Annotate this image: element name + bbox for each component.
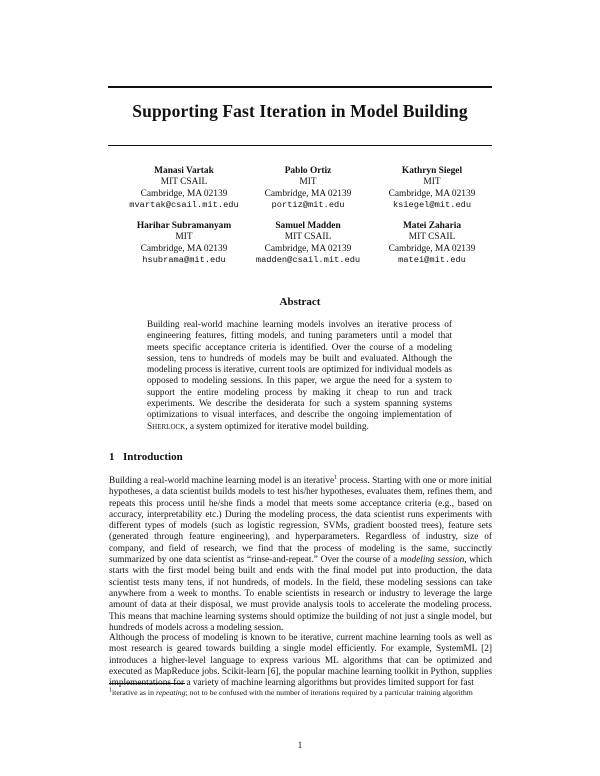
intro-paragraph-1: [109, 476, 492, 634]
paragraph-text: Building a real-world machine learning model is an iterative: [109, 476, 335, 486]
author-affiliation: MIT: [299, 177, 317, 188]
author-affiliation: MIT CSAIL: [284, 232, 332, 243]
footnote-emphasis: repeating: [155, 688, 186, 697]
author-row: [122, 166, 494, 211]
author-location: Cambridge, MA 02139: [388, 243, 476, 254]
section-heading: [109, 451, 183, 463]
footnote-text: iterative as in: [112, 688, 156, 697]
paper-title: Supporting Fast Iteration in Model Building: [132, 101, 468, 121]
author-location: Cambridge, MA 02139: [264, 188, 352, 199]
author-email[interactable]: mvartak@csail.mit.edu: [129, 199, 239, 210]
author-email[interactable]: hsubrama@mit.edu: [142, 255, 226, 266]
author-email[interactable]: ksiegel@mit.edu: [392, 199, 472, 210]
paragraph-text: , which starts with the first model being built and ends with the final model put into production, the data scientist tests many tens, if not hundreds, of models. In the field, these modeling sessions can take anywhere from a week to months. To enable scientists in research or industry to leverage the large amount of data at their disposal, we must provide analysis tools to accelerate the modeling process. This means that machine learning systems should optimize the building of not just a single model, but hundreds of models across a modeling session.: [109, 555, 492, 633]
author-affiliation: MIT CSAIL: [160, 177, 208, 188]
author-email[interactable]: portiz@mit.edu: [271, 199, 345, 210]
author-card: [246, 221, 370, 266]
author-card: [122, 166, 246, 211]
author-location: Cambridge, MA 02139: [140, 243, 228, 254]
footnote-marker[interactable]: 1: [334, 474, 338, 481]
author-block: [122, 166, 494, 276]
footnote: [109, 688, 492, 698]
author-name: Matei Zaharia: [402, 221, 462, 232]
author-affiliation: MIT CSAIL: [408, 232, 456, 243]
footnote-mark: 1: [109, 687, 112, 694]
emphasis-text: modeling session: [400, 555, 465, 566]
author-location: Cambridge, MA 02139: [388, 188, 476, 199]
author-card: [246, 166, 370, 211]
abstract-text: [147, 320, 452, 433]
footnote-rule: [109, 683, 185, 684]
section-number: 1: [109, 451, 115, 463]
title-top-rule: [108, 86, 492, 88]
author-card: [370, 166, 494, 211]
footnote-text: ; not to be confused with the number of iterations required by a particular training algorithm: [185, 688, 473, 697]
paragraph-text: process. Starting with one or more initial hypotheses, a data scientist builds models to test his/her hypotheses, evaluates them, refines them, and repeats this process until he/she finds a model that meets some acceptance criteria (e.g., based on accuracy, interpretability etc.) During the modeling process, the data scientist runs experiments with different types of models (such as logistic regression, SVMs, gradient boosted trees), feature sets (generated through feature engineering), and hyperparameters. Regardless of industry, size of company, and field of research, we find that the process of modeling is the same, succinctly summarized by one data scientist as “rinse-and-repeat.” Over the course of a: [109, 476, 493, 566]
author-name: Harihar Subramanyam: [136, 221, 232, 232]
author-card: [122, 221, 246, 266]
author-affiliation: MIT: [175, 232, 193, 243]
intro-paragraph-2: Although the process of modeling is known to be iterative, current machine learning tools as well as most research is geared towards building a single model efficiently. For example, SystemML [2] introduces a higher-level language to express various ML algorithms that can be optimized and executed as MapReduce jobs. Scikit-learn [6], the popular machine learning toolkit in Python, supplies implementations for a variety of machine learning algorithms but provides limited support for fast: [109, 633, 492, 689]
author-name: Samuel Madden: [275, 221, 341, 232]
author-name: Manasi Vartak: [154, 166, 214, 176]
abstract-heading: Abstract: [279, 296, 321, 308]
author-affiliation: MIT: [423, 177, 441, 188]
author-email[interactable]: madden@csail.mit.edu: [255, 255, 361, 266]
author-location: Cambridge, MA 02139: [264, 243, 352, 254]
author-email[interactable]: matei@mit.edu: [398, 255, 466, 266]
author-name: Pablo Ortiz: [284, 166, 332, 176]
abstract-end: , a system optimized for iterative model building.: [185, 421, 369, 432]
section-title: Introduction: [123, 451, 183, 463]
title-bottom-rule: [108, 145, 492, 146]
abstract-main: Building real-world machine learning models involves an iterative process of engineering features, fitting models, and tuning parameters until a model that meets specific acceptance criteria is identified. Over the course of a modeling session, tens to hundreds of models may be built and evaluated. Although the modeling process is iterative, current tools are optimized for individual models as opposed to modeling sessions. In this paper, we argue the need for a system to support the entire modeling process by making it cheap to run and track experiments. We describe the desiderata for such a system spanning systems optimizations to visual interfaces, and describe the ongoing implementation of: [147, 320, 452, 421]
author-card: [370, 221, 494, 266]
page-number: 1: [297, 741, 303, 751]
author-location: Cambridge, MA 02139: [140, 188, 228, 199]
author-name: Kathryn Siegel: [401, 166, 463, 176]
author-row: [122, 221, 494, 266]
system-name: Sherlock: [147, 421, 186, 432]
